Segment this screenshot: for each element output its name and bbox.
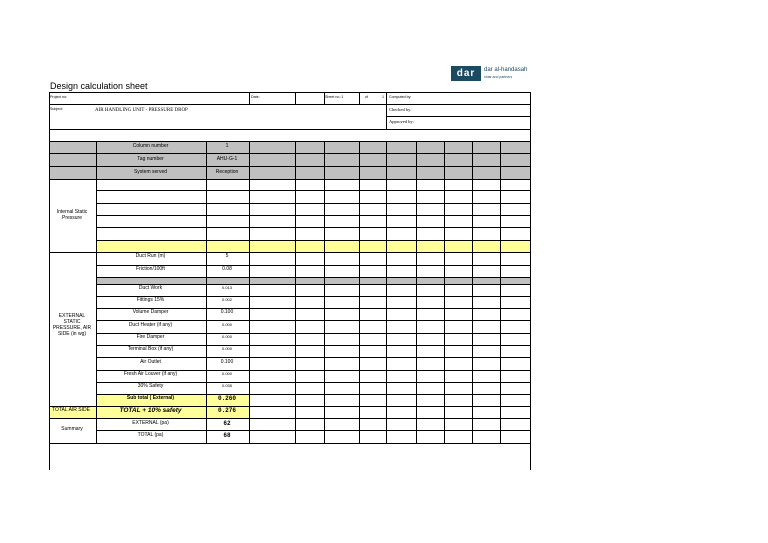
table-row-line [49, 153, 530, 154]
tag-number-label: Tag number [137, 156, 164, 162]
table-row-line [49, 418, 530, 419]
table-row-line [96, 203, 530, 204]
internal-static-label: Internal Static Pressure [56, 209, 88, 221]
external-row-value: 0.000 [221, 322, 232, 327]
external-row-value: 0.013 [221, 285, 232, 290]
header-line [49, 104, 530, 105]
internal-highlight-row [96, 240, 530, 252]
total-safety-value: 0.276 [217, 407, 236, 414]
sheet-title: Design calculation sheet [50, 81, 148, 91]
external-row-label: Fire Damper [136, 334, 165, 340]
table-row-line [96, 227, 530, 228]
table-col-line [472, 141, 473, 443]
external-row-value: 5 [225, 253, 229, 259]
table-row-line [49, 179, 530, 180]
table-col-line [249, 141, 250, 443]
external-row-value: 0.002 [221, 297, 232, 302]
table-row-line [49, 141, 530, 142]
table-row-line [49, 443, 530, 444]
header-col-line [249, 92, 250, 104]
subtotal-value: 0.260 [217, 395, 236, 402]
summary-total-value: 68 [223, 432, 231, 439]
external-row-label: Duct Work [138, 285, 163, 291]
sheet-left-border [49, 92, 50, 470]
header-line [49, 92, 530, 93]
external-static-label: EXTERNAL STATIC PRESSURE, AIR SIDE (in wg) [52, 313, 92, 337]
summary-external-value: 62 [223, 420, 231, 427]
external-row-label: 30% Safety [137, 383, 164, 389]
external-row-label: Duct Run (m) [135, 253, 166, 259]
header-line [386, 116, 530, 117]
external-row-label: Volume Damper [132, 309, 169, 315]
logo-name: dar al-handasah [484, 67, 528, 73]
checked-label: Checked by: [389, 107, 412, 112]
table-col-line [444, 141, 445, 443]
company-logo [451, 66, 541, 82]
tag-number-value: AHU-G-1 [216, 156, 238, 162]
external-row-value: 0.000 [221, 334, 232, 339]
approved-label: Approved by: [389, 119, 414, 124]
external-row-label: Duct Heater (if any) [128, 322, 173, 328]
external-row-label: Fittings 15% [136, 297, 165, 303]
sheet-total: 1 [382, 95, 384, 99]
separator-band [96, 277, 530, 284]
table-row-line [96, 215, 530, 216]
external-row-value: 0.000 [221, 346, 232, 351]
column-number-value: 1 [225, 143, 229, 149]
system-served-value: Reception [215, 169, 239, 175]
table-row-line [96, 277, 530, 278]
table-row-line [96, 357, 530, 358]
sheet-right-border [530, 92, 531, 470]
header-col-line [386, 92, 387, 129]
external-row-label: Air Outlet [140, 359, 161, 365]
sheet-label: Sheet no.:1 [325, 95, 344, 99]
external-row-value: 0.100 [220, 309, 234, 315]
total-safety-label: TOTAL + 10% safety [119, 407, 182, 414]
table-col-line [359, 141, 360, 443]
external-row-value: 0.035 [221, 383, 232, 388]
external-row-label: Friction/100ft [136, 266, 165, 272]
header-col-line [295, 92, 296, 104]
table-col-line [295, 141, 296, 443]
summary-external-label: EXTERNAL (pa) [132, 420, 169, 426]
table-row-line [96, 190, 530, 191]
subject-label: Subject: [50, 107, 63, 111]
table-col-line [386, 141, 387, 443]
subtotal-label: Sub total ( External) [126, 395, 175, 401]
total-air-side-label: TOTAL AIR SIDE [52, 407, 90, 413]
project-label: Project no: [50, 95, 68, 99]
logo-tagline: shair and partners [484, 75, 513, 79]
table-row-line [96, 320, 530, 321]
table-row-line [96, 240, 530, 241]
date-label: Date: [251, 95, 260, 99]
summary-label: Summary [61, 426, 83, 432]
external-row-value: 0.100 [220, 359, 234, 365]
computed-label: Computed by: [389, 95, 412, 99]
system-served-label: System served [133, 169, 168, 175]
header-col-line [359, 92, 360, 104]
subject-value: AIR HANDLING UNIT - PRESSURE DROP [95, 108, 188, 113]
column-number-label: Column number [132, 143, 169, 149]
table-row-line [49, 252, 530, 253]
sheet-of-label: of [365, 95, 368, 99]
external-row-label: Fresh Air Louver (if any) [123, 371, 178, 377]
logo-mark: dar [451, 66, 481, 81]
table-row-line [96, 430, 530, 431]
header-line [49, 129, 530, 130]
table-col-line [500, 141, 501, 443]
summary-total-label: TOTAL (pa) [137, 432, 164, 438]
table-row-line [49, 166, 530, 167]
external-row-value: 0.000 [221, 371, 232, 376]
external-row-value: 0.08 [222, 266, 232, 272]
table-col-line [324, 141, 325, 443]
table-col-line [416, 141, 417, 443]
external-row-label: Terminal Box (if any) [127, 346, 174, 352]
